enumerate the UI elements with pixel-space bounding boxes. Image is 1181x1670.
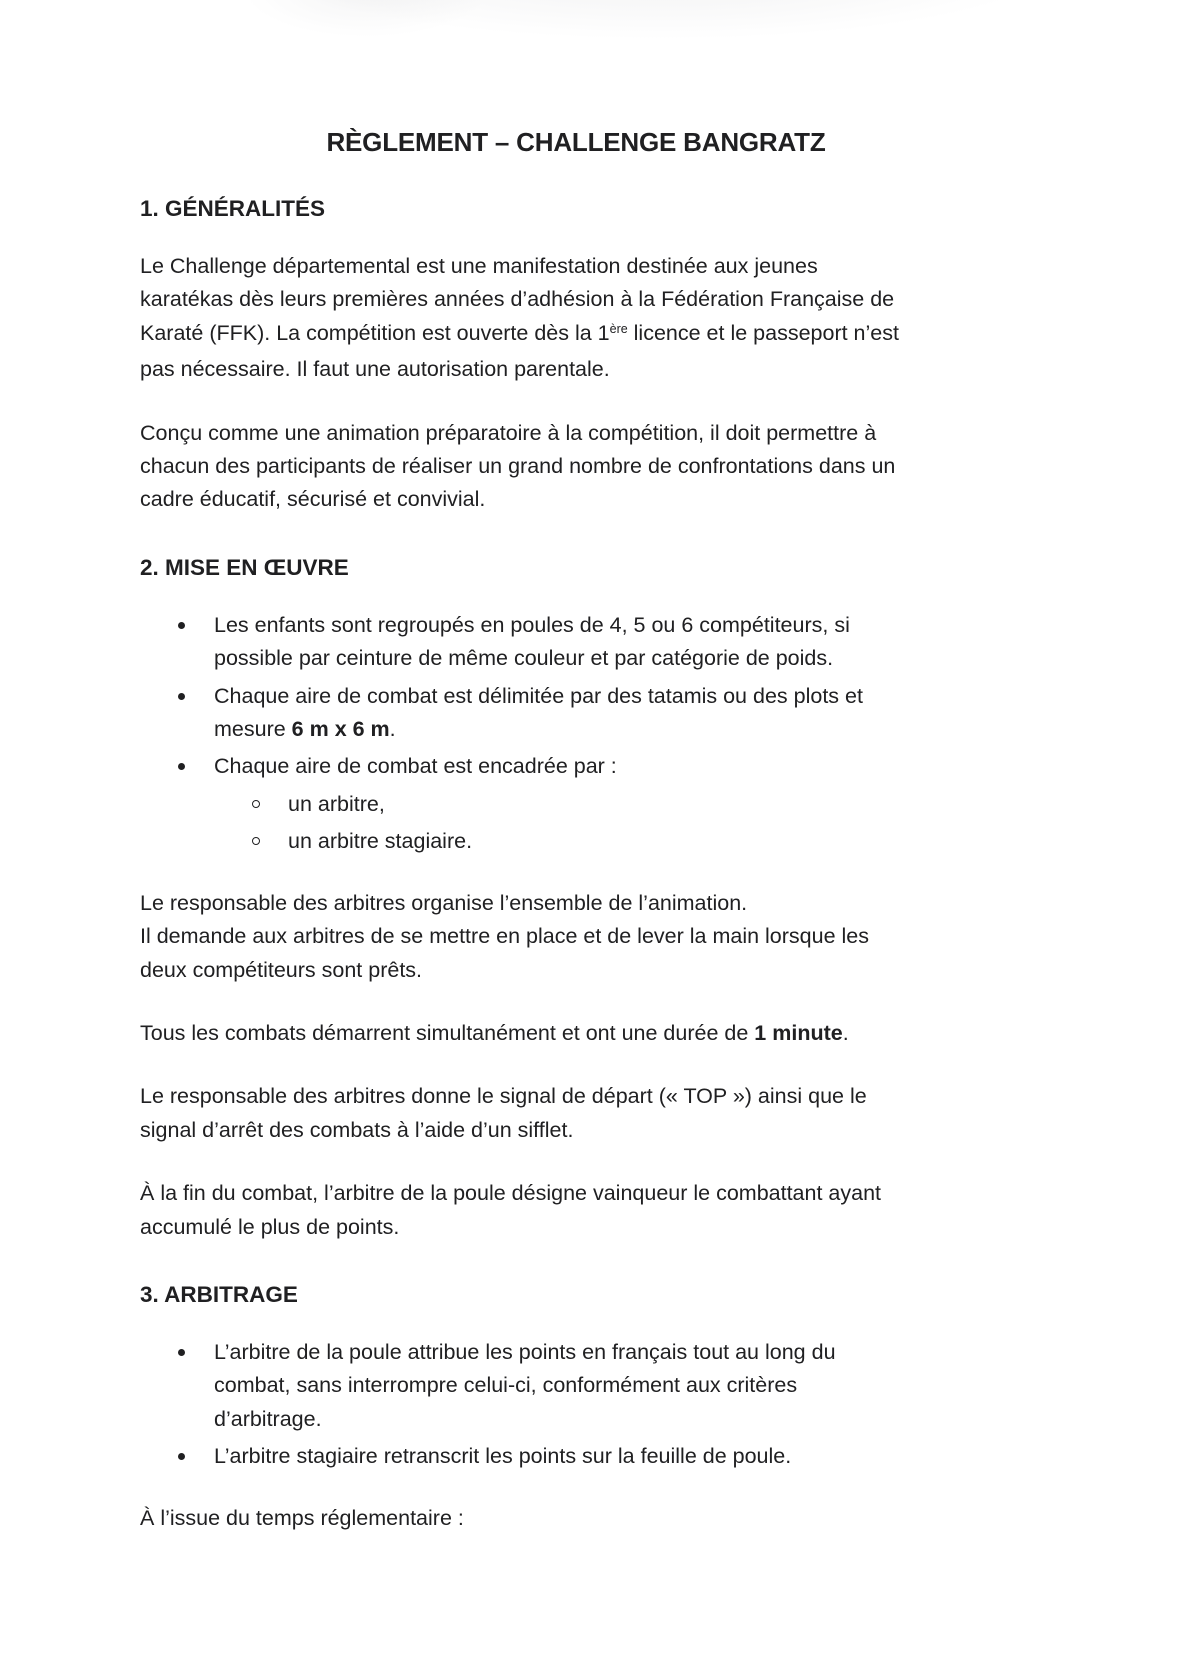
bullet-text [214,1440,1012,1473]
section-3-bullet-list [140,1336,1012,1474]
paragraph-line: accumulé le plus de points. [140,1214,400,1239]
sub-bullet-item [140,825,1012,858]
section-2-paragraph-2 [140,1017,1012,1050]
paragraph-line: chacun des participants de réaliser un grand nombre de confrontations dans un [140,454,896,479]
sub-bullet-circle [252,837,260,845]
paragraph-line: deux compétiteurs sont prêts. [140,957,423,982]
paragraph-line: Le responsable des arbitres organise l’ensemble de l’animation. [140,890,748,915]
page-top-scan-shadow [0,0,1181,120]
bullet-line: Chaque aire de combat est encadrée par : [214,754,617,779]
paragraph-line: Le responsable des arbitres donne le signal de départ (« TOP ») ainsi que le [140,1084,867,1109]
bullet-line: combat, sans interrompre celui-ci, conformément aux critères [214,1373,798,1398]
bullet-item [140,609,1012,676]
paragraph-line: Conçu comme une animation préparatoire à la compétition, il doit permettre à [140,420,877,445]
section-2-bullet-list [140,609,1012,859]
bullet-text [214,1336,1012,1436]
section-2-paragraph-4 [140,1177,1012,1244]
section-2-paragraph-1 [140,887,1012,987]
bullet-item [140,750,1012,783]
bullet-line: L’arbitre stagiaire retranscrit les points sur la feuille de poule. [214,1444,792,1469]
paragraph-line: À la fin du combat, l’arbitre de la poule désigne vainqueur le combattant ayant [140,1181,882,1206]
document-title: RÈGLEMENT – CHALLENGE BANGRATZ [326,127,826,157]
bullet-line: possible par ceinture de même couleur et par catégorie de poids. [214,646,834,671]
sub-bullet-circle [252,800,260,808]
line-segment: . [842,1020,849,1045]
bullet-line: d’arbitrage. [214,1406,322,1431]
section-3-paragraph-1 [140,1502,1012,1535]
sub-bullet-item [140,788,1012,821]
bullet-line: Chaque aire de combat est délimitée par des tatamis ou des plots et [214,683,863,708]
bullet-line [214,713,1012,746]
paragraph-line: pas nécessaire. Il faut une autorisation parentale. [140,357,610,382]
section-2-heading: 2. MISE EN ŒUVRE [140,554,349,580]
bold-text: 6 m x 6 m [291,717,390,742]
bullet-item [140,680,1012,747]
paragraph-line [140,1017,1012,1050]
section-2-paragraph-3 [140,1080,1012,1147]
bullet-text [214,750,1012,783]
bullet-text [214,609,1012,676]
paragraph-line: signal d’arrêt des combats à l’aide d’un sifflet. [140,1117,574,1142]
document-body [140,125,1012,1565]
bullet-dot [178,622,185,629]
sub-bullet-text: un arbitre stagiaire. [288,829,473,854]
bold-text: 1 minute [754,1020,843,1045]
paragraph-line: À l’issue du temps réglementaire : [140,1505,464,1530]
bullet-item [140,1336,1012,1436]
bullet-item [140,1440,1012,1473]
line-segment: licence et le passeport n’est [627,320,899,345]
bullet-text [214,680,1012,747]
paragraph-line [140,317,1012,353]
line-segment: Tous les combats démarrent simultanément et ont une durée de [140,1020,755,1045]
section-1-paragraph-2 [140,417,1012,517]
superscript-ordinal: ère [609,322,628,337]
paragraph-line: cadre éducatif, sécurisé et convivial. [140,487,486,512]
line-segment: mesure [214,717,292,742]
section-3-heading: 3. ARBITRAGE [140,1281,298,1307]
bullet-dot [178,763,185,770]
bullet-dot [178,1349,185,1356]
paragraph-line: karatékas dès leurs premières années d’adhésion à la Fédération Française de [140,287,895,312]
bullet-dot [178,693,185,700]
paragraph-line: Il demande aux arbitres de se mettre en place et de lever la main lorsque les [140,924,870,949]
paragraph-line: Le Challenge départemental est une manifestation destinée aux jeunes [140,254,818,278]
bullet-line: Les enfants sont regroupés en poules de 4, 5 ou 6 compétiteurs, si [214,612,850,637]
line-segment: Karaté (FFK). La compétition est ouverte dès la 1 [140,320,610,345]
bullet-dot [178,1453,185,1460]
section-1-paragraph-1 [140,250,1012,387]
line-segment: . [389,717,396,742]
sub-bullet-text: un arbitre, [288,791,385,816]
bullet-line: L’arbitre de la poule attribue les points en français tout au long du [214,1339,836,1364]
section-1-heading: 1. GÉNÉRALITÉS [140,196,326,221]
